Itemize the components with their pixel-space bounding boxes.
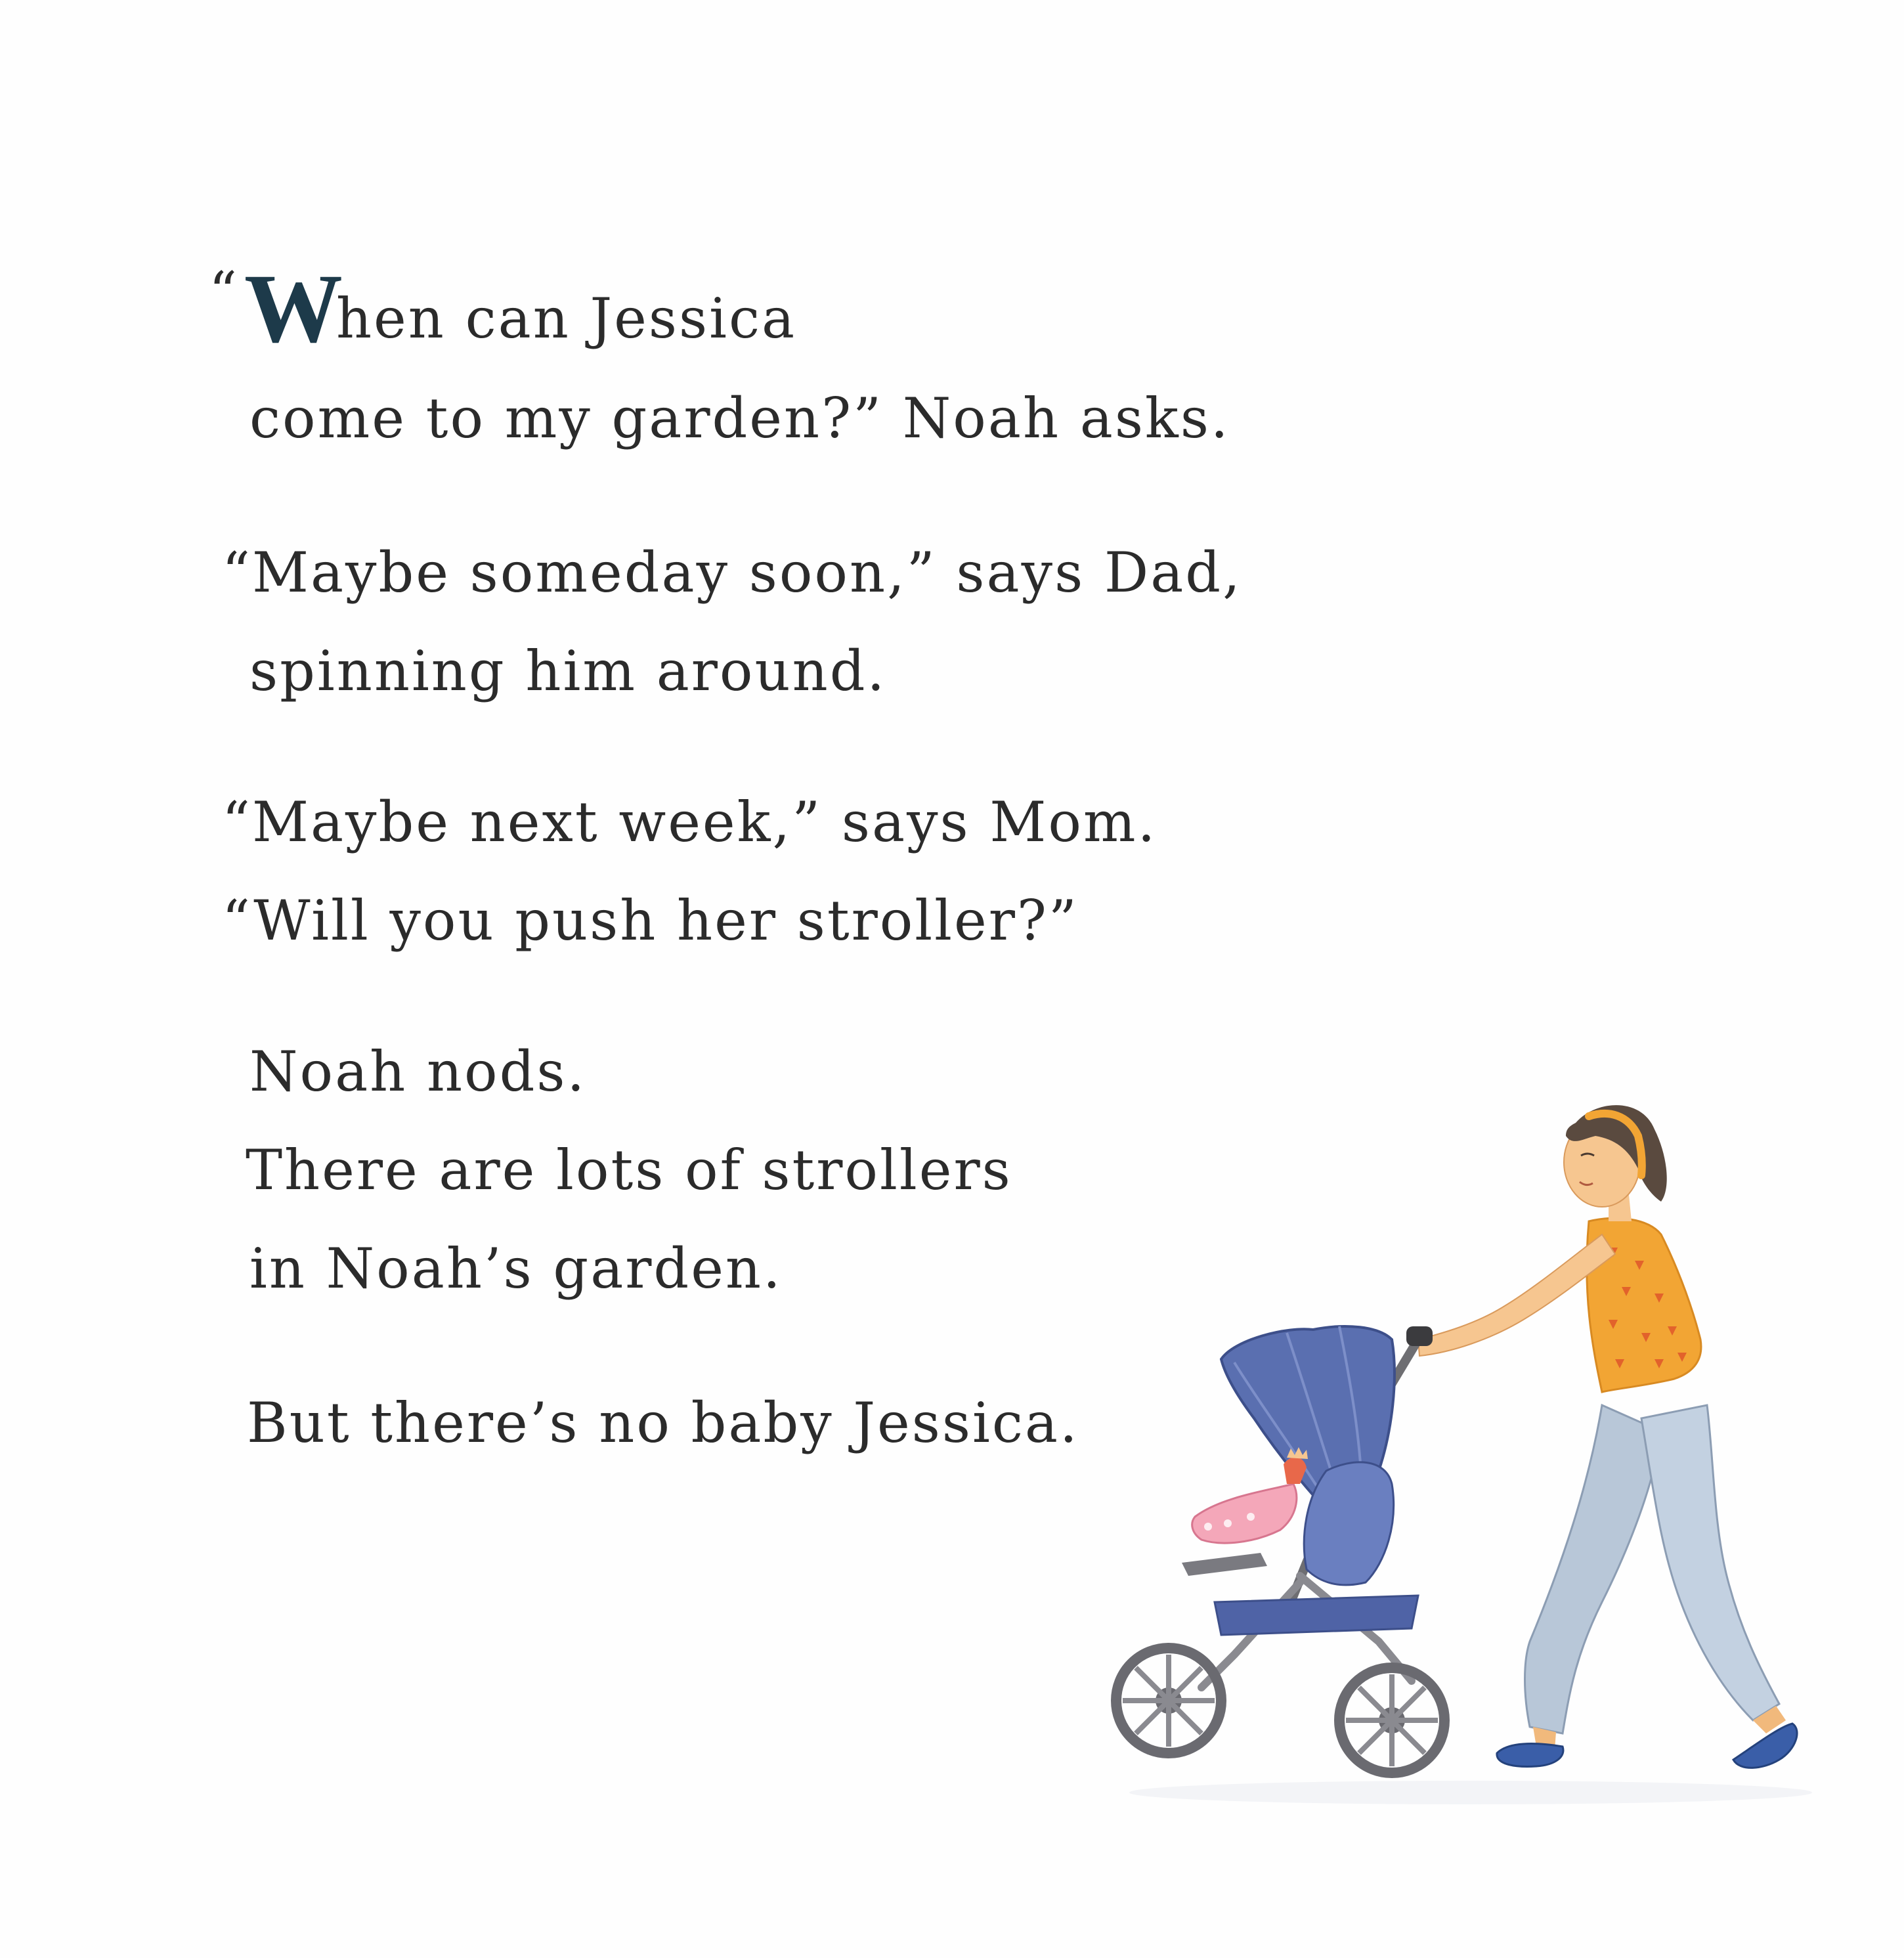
mother-figure-icon: [1418, 1105, 1797, 1768]
paragraph-1-line-1: [209, 254, 797, 363]
paragraph-2-line-1: “Maybe someday soon,” says Dad,: [222, 540, 1242, 605]
paragraph-1-line-2: come to my garden?” Noah asks.: [249, 386, 1230, 450]
paragraph-2-line-2: spinning him around.: [249, 639, 887, 703]
paragraph-3-line-1: “Maybe next week,” says Mom.: [222, 790, 1158, 854]
drop-cap: W: [244, 254, 336, 363]
stroller-wheel-icon: [1116, 1648, 1221, 1753]
opening-quote: “: [209, 260, 239, 324]
paragraph-4-line-1: Noah nods.: [249, 1039, 587, 1104]
paragraph-3-line-2: “Will you push her stroller?”: [222, 888, 1079, 953]
line-text: hen can Jessica: [335, 286, 797, 351]
mother-stroller-illustration: [1103, 1064, 1825, 1838]
paragraph-4-line-2: There are lots of strollers: [246, 1138, 1012, 1202]
paragraph-4-line-3: in Noah’s garden.: [249, 1236, 783, 1301]
stroller-wheel-icon: [1339, 1668, 1444, 1773]
baby-stroller-icon: [1116, 1326, 1444, 1773]
paragraph-5-line-1: But there’s no baby Jessica.: [247, 1391, 1079, 1455]
